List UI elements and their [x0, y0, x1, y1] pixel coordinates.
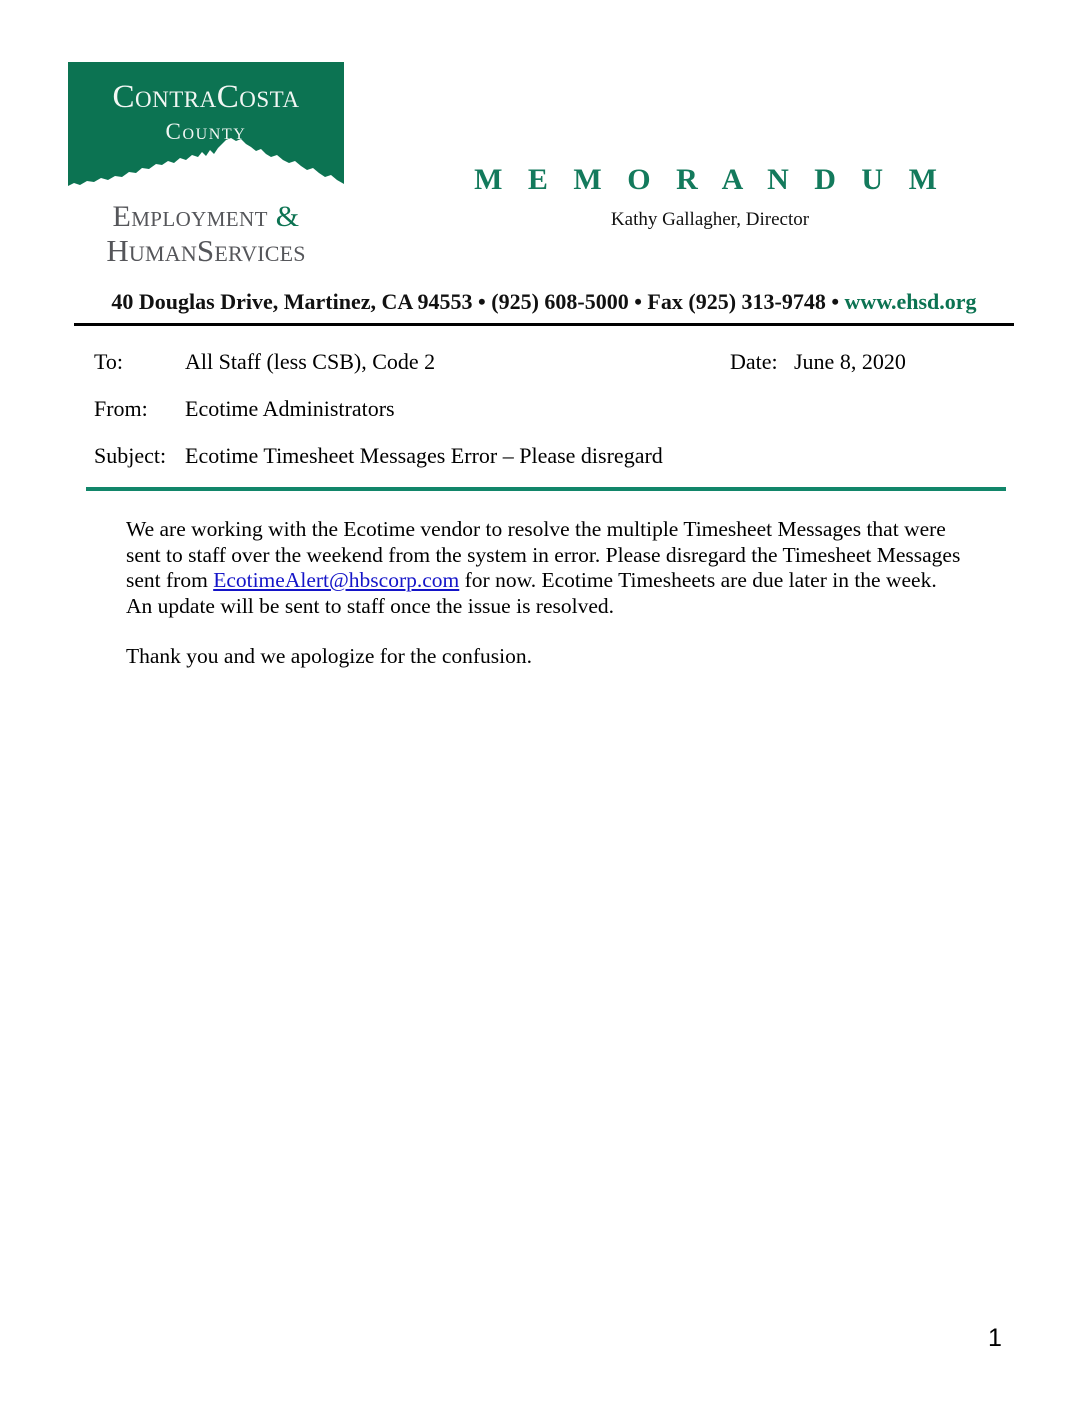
- memorandum-header: [380, 163, 1040, 231]
- department-line-1-text: Employment: [112, 200, 276, 233]
- logo-county-name: ContraCosta: [112, 79, 300, 115]
- address-text: 40 Douglas Drive, Martinez, CA 94553 • (925) 608-5000 • Fax (925) 313-9748 •: [111, 289, 840, 314]
- mountain-range-icon: [68, 136, 344, 196]
- header-divider-rule: [74, 323, 1014, 326]
- from-value: Ecotime Administrators: [185, 396, 395, 421]
- subject-divider-rule: [86, 487, 1006, 491]
- meta-row-subject: [94, 442, 994, 489]
- meta-row-from: [94, 395, 994, 442]
- date-value: June 8, 2020: [794, 349, 906, 374]
- body-paragraph-1-part-2: for now. Ecotime Timesheets are due later in the week. An update will be sent to staff once the issue is resolved.: [126, 568, 937, 618]
- memo-body: [126, 517, 966, 670]
- ampersand-glyph: &: [275, 200, 300, 233]
- page-title: M E M O R A N D U M: [474, 163, 946, 196]
- to-value: All Staff (less CSB), Code 2: [185, 349, 436, 374]
- subject-value: Ecotime Timesheet Messages Error – Please disregard: [185, 443, 663, 468]
- agency-address-line: [70, 289, 1018, 315]
- meta-row-to: [94, 348, 994, 395]
- department-name: [68, 200, 344, 268]
- website-url[interactable]: www.ehsd.org: [844, 289, 977, 314]
- memo-meta-block: [94, 348, 994, 489]
- body-paragraph-2: Thank you and we apologize for the confusion.: [126, 644, 532, 668]
- agency-logo: [68, 62, 344, 268]
- email-link[interactable]: EcotimeAlert@hbscorp.com: [213, 568, 460, 592]
- date-label: Date:: [730, 349, 778, 374]
- director-name: Kathy Gallagher, Director: [610, 209, 810, 230]
- page-number: 1: [988, 1324, 1002, 1352]
- department-line-1: [68, 200, 344, 234]
- body-paragraph-1: [126, 517, 966, 619]
- logo-county-word: County: [165, 119, 247, 144]
- contra-costa-county-logo-mark: [68, 62, 344, 196]
- department-line-2: HumanServices: [106, 232, 306, 268]
- subject-label: Subject:: [94, 443, 167, 468]
- to-label: To:: [94, 349, 124, 374]
- body-paragraph-1-part-1: We are working with the Ecotime vendor to resolve the multiple Timesheet Messages that were sent to staff over the weekend from the system in error. Please disregard the Timesheet Messages sent from: [126, 517, 961, 592]
- from-label: From:: [94, 396, 148, 421]
